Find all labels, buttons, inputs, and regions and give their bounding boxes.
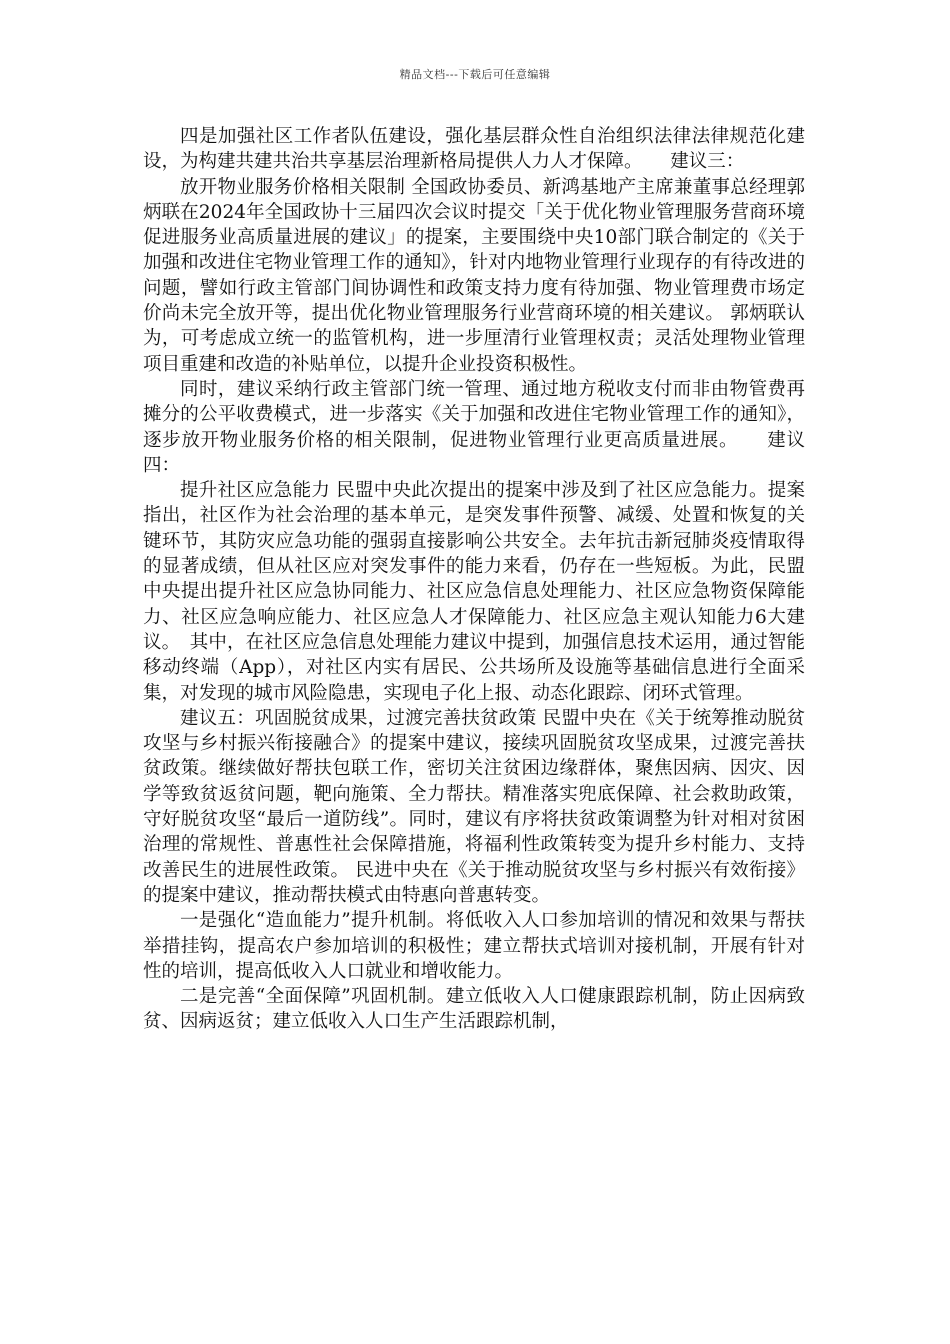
- paragraph-6: 一是强化“造血能力”提升机制。将低收入人口参加培训的情况和效果与帮扶举措挂钩，提高农户参加培训的积极性；建立帮扶式培训对接机制，开展有针对性的培训，提高低收入人口就业和增收能力。: [143, 910, 805, 982]
- paragraph-4: 提升社区应急能力 民盟中央此次提出的提案中涉及到了社区应急能力。提案指出，社区作为社会治理的基本单元，是突发事件预警、减缓、处置和恢复的关键环节，其防灾应急功能的强弱直接影响公共安全。去年抗击新冠肺炎疫情取得的显著成绩，但从社区应对突发事件的能力来看，仍存在一些短板。为此，民盟中央提出提升社区应急协同能力、社区应急信息处理能力、社区应急物资保障能力、社区应急响应能力、社区应急人才保障能力、社区应急主观认知能力6大建议。 其中，在社区应急信息处理能力建议中提到，加强信息技术运用，通过智能移动终端（App），对社区内实有居民、公共场所及设施等基础信息进行全面采集，对发现的城市风险隐患，实现电子化上报、动态化跟踪、闭环式管理。: [143, 480, 805, 704]
- page-header: 精品文档---下载后可任意编辑: [399, 68, 551, 81]
- paragraph-3: 同时，建议采纳行政主管部门统一管理、通过地方税收支付而非由物管费再摊分的公平收费模式，进一步落实《关于加强和改进住宅物业管理工作的通知》，逐步放开物业服务价格的相关限制，促进物业管理行业更高质量进展。 建议四：: [143, 378, 805, 476]
- paragraph-1: 四是加强社区工作者队伍建设，强化基层群众性自治组织法律法律规范化建设，为构建共建共治共享基层治理新格局提供人力人才保障。 建议三：: [143, 126, 805, 173]
- document-body: [143, 124, 805, 1035]
- paragraph-2: 放开物业服务价格相关限制 全国政协委员、新鸿基地产主席兼董事总经理郭炳联在2024年全国政协十三届四次会议时提交「关于优化物业管理服务营商环境促进服务业高质量进展的建议」的提案，主要围绕中央10部门联合制定的《关于加强和改进住宅物业管理工作的通知》，针对内地物业管理行业现存的有待改进的问题，譬如行政主管部门间协调性和政策支持力度有待加强、物业管理费市场定价尚未完全放开等，提出优化物业管理服务行业营商环境的相关建议。 郭炳联认为，可考虑成立统一的监管机构，进一步厘清行业管理权责；灵活处理物业管理项目重建和改造的补贴单位，以提升企业投资积极性。: [143, 176, 805, 375]
- paragraph-7: 二是完善“全面保障”巩固机制。建立低收入人口健康跟踪机制，防止因病致贫、因病返贫；建立低收入人口生产生活跟踪机制，: [143, 986, 805, 1033]
- paragraph-5: 建议五：巩固脱贫成果，过渡完善扶贫政策 民盟中央在《关于统筹推动脱贫攻坚与乡村振兴衔接融合》的提案中建议，接续巩固脱贫攻坚成果，过渡完善扶贫政策。继续做好帮扶包联工作，密切关注贫困边缘群体，聚焦因病、因灾、因学等致贫返贫问题，靶向施策、全力帮扶。精准落实兜底保障、社会救助政策，守好脱贫攻坚“最后一道防线”。同时，建议有序将扶贫政策调整为针对相对贫困治理的常规性、普惠性社会保障措施，将福利性政策转变为提升乡村能力、支持改善民生的进展性政策。 民进中央在《关于推动脱贫攻坚与乡村振兴有效衔接》的提案中建议，推动帮扶模式由特惠向普惠转变。: [143, 707, 805, 906]
